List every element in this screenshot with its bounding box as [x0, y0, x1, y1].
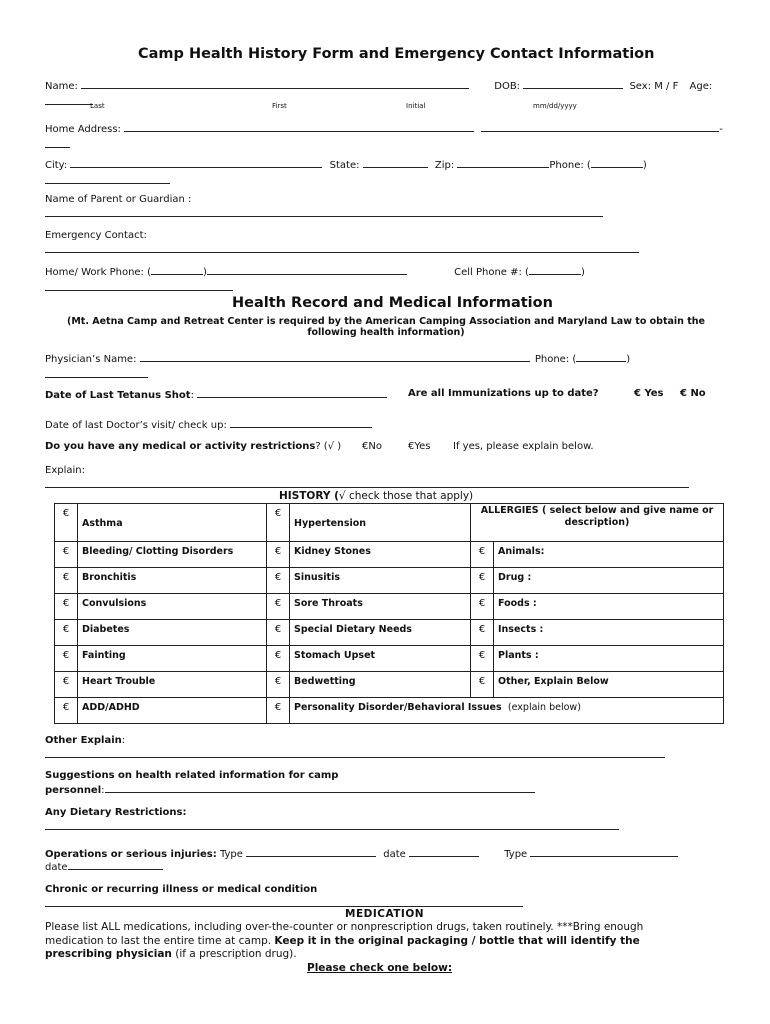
sub-last: Last: [90, 102, 105, 110]
dob-label: DOB:: [494, 81, 521, 92]
physician-phone-area[interactable]: [576, 352, 626, 362]
checkbox-convulsions[interactable]: €: [55, 594, 78, 620]
cell-area-field[interactable]: [529, 265, 581, 275]
parent-field[interactable]: [45, 207, 603, 217]
type-label: Type: [219, 849, 243, 860]
medication-line-1: Please list ALL medications, including over-the-counter or nonprescription drugs, taken routinely. ***Bring enough: [45, 921, 644, 933]
history-bedwetting: Bedwetting: [290, 672, 471, 698]
physician-row: [45, 352, 630, 365]
parent-label: Name of Parent or Guardian :: [45, 194, 192, 205]
checkbox-diabetes[interactable]: €: [55, 620, 78, 646]
home-address-field-3[interactable]: [45, 138, 70, 148]
doctor-visit-field[interactable]: [230, 418, 372, 428]
physician-field[interactable]: [140, 352, 530, 362]
restrictions-no[interactable]: €No: [362, 441, 382, 452]
operations-date-field-2[interactable]: [68, 860, 163, 870]
history-personality: Personality Disorder/Behavioral Issues (explain below): [290, 698, 724, 724]
city-row: [45, 158, 647, 171]
history-asthma: Asthma: [78, 504, 267, 542]
sub-date: mm/dd/yyyy: [533, 102, 577, 110]
chronic-field[interactable]: [45, 897, 523, 907]
tetanus-field[interactable]: [197, 388, 387, 398]
sub-initial: Initial: [406, 102, 426, 110]
suggestions-label: Suggestions on health related information for camp: [45, 770, 339, 781]
name-row: [45, 79, 712, 92]
history-heading: HISTORY (√ check those that apply): [279, 490, 474, 502]
suggestions-field[interactable]: [105, 783, 535, 793]
history-bronchitis: Bronchitis: [78, 568, 267, 594]
state-field[interactable]: [363, 158, 428, 168]
zip-field[interactable]: [457, 158, 549, 168]
checkbox-asthma[interactable]: €: [55, 504, 78, 542]
home-work-label: Home/ Work Phone: (: [45, 267, 152, 278]
history-kidney-stones: Kidney Stones: [290, 542, 471, 568]
allergies-heading: ALLERGIES ( select below and give name or description): [471, 504, 724, 542]
home-work-paren: ): [203, 267, 207, 278]
cell-paren: ): [580, 267, 585, 278]
date-label: date: [383, 849, 406, 860]
immunizations-label: Are all Immunizations up to date?: [408, 388, 599, 399]
operations-row-2: [45, 860, 163, 873]
checkbox-sore-throats[interactable]: €: [267, 594, 290, 620]
checkbox-bedwetting[interactable]: €: [267, 672, 290, 698]
name-label: Name:: [45, 81, 78, 92]
tetanus-label: Date of Last Tetanus Shot: [45, 390, 191, 401]
restrictions-row: [45, 441, 341, 452]
history-bleeding: Bleeding/ Clotting Disorders: [78, 542, 267, 568]
home-address-label: Home Address:: [45, 124, 121, 135]
history-sore-throats: Sore Throats: [290, 594, 471, 620]
checkbox-insects[interactable]: €: [471, 620, 494, 646]
operations-type-field[interactable]: [246, 847, 376, 857]
date-label-2: date: [45, 862, 68, 873]
history-special-dietary: Special Dietary Needs: [290, 620, 471, 646]
table-row: [55, 568, 724, 594]
checkbox-kidney-stones[interactable]: €: [267, 542, 290, 568]
dash: -: [719, 124, 723, 135]
phone-area-field[interactable]: [591, 158, 643, 168]
checkbox-special-dietary[interactable]: €: [267, 620, 290, 646]
other-explain-field[interactable]: [45, 748, 665, 758]
type-label-2: Type: [504, 849, 528, 860]
restrictions-yes[interactable]: €Yes: [408, 441, 431, 452]
history-table: [54, 503, 724, 724]
cell-number-field[interactable]: [45, 281, 233, 291]
name-field[interactable]: [81, 79, 469, 89]
allergy-animals: Animals:: [494, 542, 724, 568]
explain-label: Explain:: [45, 465, 85, 476]
explain-below-note: (explain below): [507, 702, 581, 713]
home-work-number-field[interactable]: [207, 265, 407, 275]
checkbox-other[interactable]: €: [471, 672, 494, 698]
checkbox-heart-trouble[interactable]: €: [55, 672, 78, 698]
checkbox-add-adhd[interactable]: €: [55, 698, 78, 724]
history-hypertension: Hypertension: [290, 504, 471, 542]
phone-label: Phone: (: [549, 160, 591, 171]
city-label: City:: [45, 160, 68, 171]
medication-heading: MEDICATION: [345, 908, 425, 920]
restrictions-check: ? (√ ): [315, 441, 342, 452]
table-row: [55, 620, 724, 646]
operations-date-field[interactable]: [409, 847, 479, 857]
checkbox-stomach-upset[interactable]: €: [267, 646, 290, 672]
other-explain-row: Other Explain:: [45, 735, 126, 746]
dietary-field[interactable]: [45, 820, 619, 830]
checkbox-animals[interactable]: €: [471, 542, 494, 568]
form-title: Camp Health History Form and Emergency Contact Information: [138, 46, 655, 62]
emergency-label: Emergency Contact:: [45, 230, 147, 241]
medication-line-3: prescribing physician (if a prescription drug).: [45, 948, 297, 960]
dob-field[interactable]: [523, 79, 623, 89]
physician-paren: ): [626, 354, 631, 365]
age-field[interactable]: [45, 95, 93, 105]
home-address-field[interactable]: [124, 122, 474, 132]
history-convulsions: Convulsions: [78, 594, 267, 620]
age-label: Age:: [689, 81, 713, 92]
history-add-adhd: ADD/ADHD: [78, 698, 267, 724]
home-address-row: [45, 122, 723, 135]
allergy-insects: Insects :: [494, 620, 724, 646]
phone-number-field[interactable]: [45, 174, 170, 184]
chronic-label: Chronic or recurring illness or medical condition: [45, 884, 318, 895]
table-row: [55, 646, 724, 672]
explain-field[interactable]: [45, 478, 689, 488]
home-address-field-2[interactable]: [481, 122, 719, 132]
restrictions-label: Do you have any medical or activity restrictions: [45, 441, 316, 452]
emergency-field[interactable]: [45, 243, 639, 253]
checkbox-sinusitis[interactable]: €: [267, 568, 290, 594]
history-heart-trouble: Heart Trouble: [78, 672, 267, 698]
other-explain-label: Other Explain: [45, 735, 122, 746]
sex-label: Sex: M / F: [629, 81, 679, 92]
allergy-other: Other, Explain Below: [494, 672, 724, 698]
history-diabetes: Diabetes: [78, 620, 267, 646]
health-notice: (Mt. Aetna Camp and Retreat Center is required by the American Camping Association and Maryland Law to obtain the following health information): [66, 316, 706, 338]
table-row: [55, 542, 724, 568]
checkbox-drug[interactable]: €: [471, 568, 494, 594]
table-row: [55, 672, 724, 698]
checkbox-personality[interactable]: €: [267, 698, 290, 724]
doctor-visit-row: [45, 418, 372, 431]
checkbox-hypertension[interactable]: €: [267, 504, 290, 542]
physician-phone-label: Phone: (: [534, 354, 577, 365]
immunizations-no[interactable]: € No: [680, 388, 706, 399]
checkbox-plants[interactable]: €: [471, 646, 494, 672]
allergy-foods: Foods :: [494, 594, 724, 620]
checkbox-foods[interactable]: €: [471, 594, 494, 620]
operations-label: Operations or serious injuries:: [45, 849, 217, 860]
zip-label: Zip:: [434, 160, 455, 171]
immunizations-yes[interactable]: € Yes: [634, 388, 664, 399]
state-label: State:: [329, 160, 360, 171]
physician-label: Physician’s Name:: [45, 354, 137, 365]
allergy-plants: Plants :: [494, 646, 724, 672]
home-work-row: [45, 265, 585, 278]
check-one-below: Please check one below:: [307, 962, 453, 974]
operations-row: [45, 847, 678, 860]
tetanus-colon: :: [190, 390, 194, 401]
table-row: [55, 698, 724, 724]
tetanus-row: [45, 388, 387, 401]
history-sinusitis: Sinusitis: [290, 568, 471, 594]
cell-label: Cell Phone #: (: [454, 267, 529, 278]
physician-phone-number[interactable]: [45, 368, 148, 378]
checkbox-fainting[interactable]: €: [55, 646, 78, 672]
home-work-area-field[interactable]: [151, 265, 203, 275]
health-heading: Health Record and Medical Information: [232, 295, 553, 311]
table-row: [55, 594, 724, 620]
city-field[interactable]: [70, 158, 322, 168]
operations-type-field-2[interactable]: [530, 847, 678, 857]
history-fainting: Fainting: [78, 646, 267, 672]
suggestions-row: personnel:: [45, 783, 535, 796]
allergy-drug: Drug :: [494, 568, 724, 594]
table-row: [55, 504, 724, 542]
checkbox-bronchitis[interactable]: €: [55, 568, 78, 594]
restrictions-if-yes: If yes, please explain below.: [453, 441, 594, 452]
medication-line-2: medication to last the entire time at camp. Keep it in the original packaging / bottle that will identify the: [45, 935, 640, 947]
history-stomach-upset: Stomach Upset: [290, 646, 471, 672]
phone-paren: ): [642, 160, 647, 171]
doctor-visit-label: Date of last Doctor’s visit/ check up:: [45, 420, 227, 431]
sub-first: First: [272, 102, 287, 110]
dietary-label: Any Dietary Restrictions:: [45, 807, 187, 818]
checkbox-bleeding[interactable]: €: [55, 542, 78, 568]
